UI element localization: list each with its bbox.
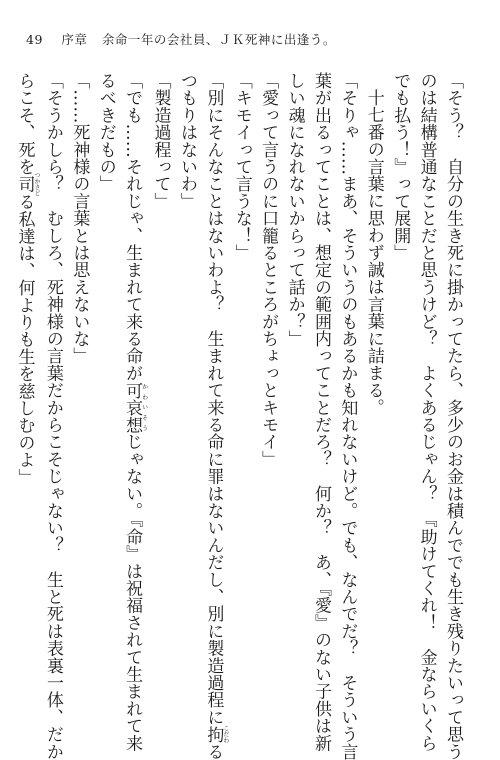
line-segment: らこそ、死を xyxy=(14,72,35,176)
text-line-with-ruby xyxy=(119,72,148,752)
line-segment: る xyxy=(203,742,224,760)
line-segment: 「でも……それじゃ、生まれて来る命が xyxy=(122,72,143,382)
furigana: こだわ xyxy=(221,725,229,744)
chapter-label: 序章 xyxy=(61,32,88,47)
text-line: でも払う！』って展開」 xyxy=(390,72,411,262)
ruby-base: 司 xyxy=(14,172,35,197)
text-line: るべきだもの」 xyxy=(95,72,116,193)
text-line: 「そりゃ……まあ、そういうのもあるかも知れないけど。でも、なんでだ？ そういう言 xyxy=(337,72,358,760)
text-line: つもりはないわ」 xyxy=(176,72,197,210)
ruby-base: 可哀想 xyxy=(122,381,143,434)
line-segment: じゃない。『命』は祝福されて生まれて来 xyxy=(122,433,143,752)
ruby-word xyxy=(14,172,40,197)
text-line-with-ruby xyxy=(11,72,39,682)
text-line: 葉が出るってことは、想定の範囲内ってことだろ？ 何か？ あ、『愛』のない子供は新 xyxy=(310,72,331,752)
text-line: 「そうかしら？ むしろ、死神様の言葉だからこそじゃない？ 生と死は表裏一体、だか xyxy=(42,72,63,760)
text-line: しい魂になれないからって話か？」 xyxy=(284,72,305,348)
text-line: 「そう？ 自分の生き死に掛かってたら、多少のお金は積んででも生き残りたいって思う xyxy=(443,72,463,760)
ruby-base: 拘 xyxy=(203,725,224,744)
text-line-with-ruby xyxy=(200,72,229,760)
text-line: 「製造過程って」 xyxy=(150,72,171,210)
narration-line: 十七番の言葉に思わず誠は言葉に詰まる。 xyxy=(363,89,384,416)
text-line: 「愛って言うのに口籠るところがちょっとキモイ」 xyxy=(258,72,279,468)
running-header xyxy=(26,30,336,48)
text-line: のは結構普通なことだと思うけど？ よくあるじゃん？ 『助けてくれ！ 金ならいくら xyxy=(416,72,437,752)
furigana: かわいそう xyxy=(140,381,148,434)
line-segment: る私達は、何よりも生を慈しむのよ」 xyxy=(14,193,35,486)
line-segment: 「別にそんなことはないわよ？ 生まれて来る命に罪はないんだし、別に製造過程に xyxy=(203,72,224,726)
furigana: つかさど xyxy=(33,172,40,197)
ruby-word xyxy=(122,381,148,434)
vertical-body-text xyxy=(11,72,466,760)
page-number: 49 xyxy=(26,32,43,47)
book-title: 余命一年の会社員、ＪＫ死神に出逢う。 xyxy=(101,32,336,47)
text-line: 「……死神様の言葉とは思えないな」 xyxy=(69,72,90,365)
text-line: 「キモイって言うな！」 xyxy=(231,72,252,262)
ruby-word xyxy=(203,725,229,744)
